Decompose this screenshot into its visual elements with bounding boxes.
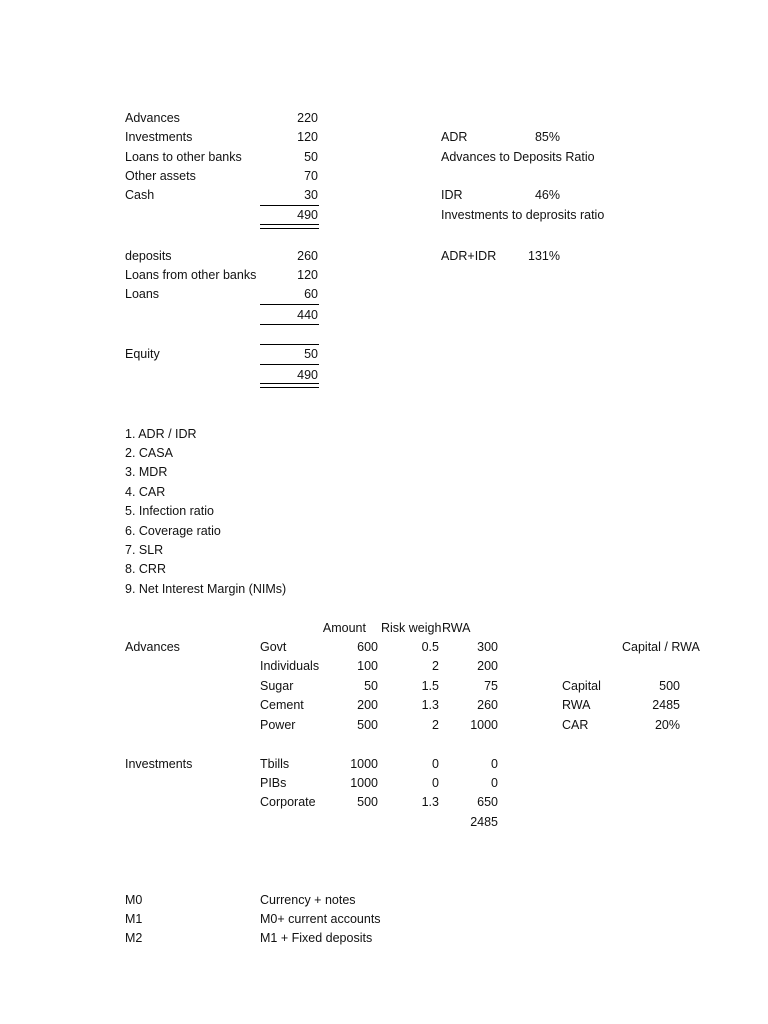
liability-value: 60	[304, 287, 318, 301]
list-item: 5. Infection ratio	[125, 504, 214, 518]
money-supply-definition: Currency + notes	[260, 893, 356, 907]
table-row-risk: 1.5	[421, 679, 439, 693]
table-row-risk: 0	[432, 757, 439, 771]
money-supply-label: M0	[125, 893, 143, 907]
table-row-amount: 1000	[350, 757, 378, 771]
table-row-rwa: 200	[477, 659, 498, 673]
table-row-amount: 500	[357, 795, 378, 809]
adr-description: Advances to Deposits Ratio	[441, 150, 595, 164]
combined-ratio-value: 131%	[528, 249, 560, 263]
table-row-name: Tbills	[260, 757, 290, 771]
table-row-rwa: 0	[491, 757, 498, 771]
total-double-rule	[260, 383, 319, 388]
liability-label: deposits	[125, 249, 172, 263]
idr-label: IDR	[441, 188, 463, 202]
asset-value: 70	[304, 169, 318, 183]
asset-label: Loans to other banks	[125, 150, 242, 164]
car-row-value: 500	[659, 679, 680, 693]
table-row-name: PIBs	[260, 776, 287, 790]
subtotal-rule	[260, 364, 319, 365]
rwa-total: 2485	[470, 815, 498, 829]
asset-label: Cash	[125, 188, 155, 202]
table-row-rwa: 75	[484, 679, 498, 693]
money-supply-definition: M0+ current accounts	[260, 912, 381, 926]
table-row-name: Cement	[260, 698, 304, 712]
money-supply-label: M2	[125, 931, 143, 945]
subtotal-rule	[260, 344, 319, 345]
list-item: 1. ADR / IDR	[125, 427, 197, 441]
asset-label: Advances	[125, 111, 180, 125]
list-item: 8. CRR	[125, 562, 166, 576]
asset-value: 30	[304, 188, 318, 202]
car-header: Capital / RWA	[622, 640, 700, 654]
table-row-amount: 600	[357, 640, 378, 654]
asset-label: Other assets	[125, 169, 196, 183]
liability-value: 120	[297, 268, 318, 282]
liability-label: Loans	[125, 287, 160, 301]
list-item: 2. CASA	[125, 446, 173, 460]
table-row-name: Govt	[260, 640, 287, 654]
adr-value: 85%	[534, 130, 560, 144]
asset-value: 120	[297, 130, 318, 144]
liabilities-total: 440	[297, 308, 318, 322]
column-header-rwa: RWA	[442, 621, 471, 635]
car-row-value: 2485	[652, 698, 680, 712]
table-row-rwa: 0	[491, 776, 498, 790]
list-item: 6. Coverage ratio	[125, 524, 221, 538]
table-row-risk: 2	[432, 659, 439, 673]
table-row-risk: 0	[432, 776, 439, 790]
table-row-risk: 1.3	[421, 795, 439, 809]
idr-value: 46%	[534, 188, 560, 202]
table-row-rwa: 300	[477, 640, 498, 654]
table-row-rwa: 1000	[470, 718, 498, 732]
table-row-amount: 100	[357, 659, 378, 673]
grand-total: 490	[297, 368, 318, 382]
money-supply-definition: M1 + Fixed deposits	[260, 931, 373, 945]
asset-label: Investments	[125, 130, 193, 144]
table-row-name: Sugar	[260, 679, 294, 693]
column-header-amount: Amount	[322, 621, 366, 635]
group-label-advances: Advances	[125, 640, 180, 654]
table-row-rwa: 260	[477, 698, 498, 712]
assets-total: 490	[297, 208, 318, 222]
column-header-risk-weight: Risk weigh	[381, 621, 442, 635]
table-row-amount: 50	[364, 679, 378, 693]
liability-value: 260	[297, 249, 318, 263]
total-double-rule	[260, 224, 319, 229]
list-item: 4. CAR	[125, 485, 166, 499]
table-row-rwa: 650	[477, 795, 498, 809]
table-row-amount: 500	[357, 718, 378, 732]
list-item: 3. MDR	[125, 465, 168, 479]
table-row-name: Power	[260, 718, 296, 732]
list-item: 7. SLR	[125, 543, 164, 557]
asset-value: 50	[304, 150, 318, 164]
table-row-amount: 1000	[350, 776, 378, 790]
asset-value: 220	[297, 111, 318, 125]
car-row-label: Capital	[562, 679, 601, 693]
adr-label: ADR	[441, 130, 468, 144]
car-row-value: 20%	[654, 718, 680, 732]
equity-value: 50	[304, 347, 318, 361]
list-item: 9. Net Interest Margin (NIMs)	[125, 582, 287, 596]
group-label-investments: Investments	[125, 757, 193, 771]
table-row-name: Individuals	[260, 659, 320, 673]
table-row-amount: 200	[357, 698, 378, 712]
equity-label: Equity	[125, 347, 160, 361]
table-row-risk: 0.5	[421, 640, 439, 654]
subtotal-rule	[260, 304, 319, 305]
table-row-name: Corporate	[260, 795, 316, 809]
subtotal-rule	[260, 324, 319, 325]
liability-label: Loans from other banks	[125, 268, 257, 282]
idr-description: Investments to deprosits ratio	[441, 208, 605, 222]
table-row-risk: 1.3	[421, 698, 439, 712]
subtotal-rule	[260, 205, 319, 206]
money-supply-label: M1	[125, 912, 143, 926]
combined-ratio-label: ADR+IDR	[441, 249, 497, 263]
car-row-label: CAR	[562, 718, 589, 732]
car-row-label: RWA	[562, 698, 591, 712]
table-row-risk: 2	[432, 718, 439, 732]
